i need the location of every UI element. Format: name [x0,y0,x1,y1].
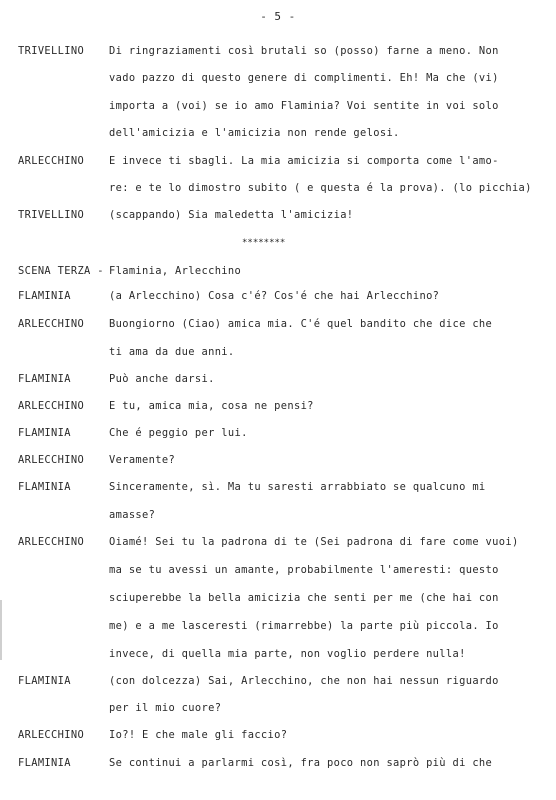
dialogue-line: Può anche darsi. [109,373,215,385]
speaker-name: FLAMINIA [18,757,71,769]
dialogue-line: importa a (voi) se io amo Flaminia? Voi sentite in voi solo [109,100,499,112]
dialogue-line: me) e a me lasceresti (rimarrebbe) la parte più piccola. Io [109,620,499,632]
dialogue-line: Io?! E che male gli faccio? [109,729,288,741]
dialogue-line: Veramente? [109,454,176,466]
speaker-name: ARLECCHINO [18,536,85,548]
dialogue-line: dell'amicizia e l'amicizia non rende gelosi. [109,127,400,139]
dialogue-line: vado pazzo di questo genere di complimenti. Eh! Ma che (vi) [109,72,499,84]
speaker-name: FLAMINIA [18,290,71,302]
page-number: - 5 - [260,10,296,23]
dialogue-line: sciuperebbe la bella amicizia che senti per me (che hai con [109,592,499,604]
dialogue-line: ti ama da due anni. [109,346,235,358]
dialogue-line: per il mio cuore? [109,702,222,714]
dialogue-line: Buongiorno (Ciao) amica mia. C'é quel bandito che dice che [109,318,493,330]
speaker-name: ARLECCHINO [18,729,85,741]
dialogue-line: Se continui a parlarmi così, fra poco non saprò più di che [109,757,493,769]
dialogue-line: Di ringraziamenti così brutali so (posso) farne a meno. Non [109,45,499,57]
dialogue-line: (con dolcezza) Sai, Arlecchino, che non hai nessun riguardo [109,675,499,687]
dialogue-line: Che é peggio per lui. [109,427,248,439]
speaker-name: ARLECCHINO [18,155,85,167]
speaker-name: FLAMINIA [18,675,71,687]
dialogue-line: re: e te lo dimostro subito ( e questa é la prova). (lo picchia) [109,182,532,194]
speaker-name: FLAMINIA [18,427,71,439]
dialogue-line: Flaminia, Arlecchino [109,265,242,277]
speaker-name: ARLECCHINO [18,318,85,330]
dialogue-line: Sinceramente, sì. Ma tu saresti arrabbiato se qualcuno mi [109,481,486,493]
speaker-name: FLAMINIA [18,481,71,493]
dialogue-line: Oiamé! Sei tu la padrona di te (Sei padrona di fare come vuoi) [109,536,519,548]
speaker-name: ARLECCHINO [18,400,85,412]
dialogue-line: (scappando) Sia maledetta l'amicizia! [109,209,354,221]
scan-edge-mark [0,600,2,660]
speaker-name: SCENA TERZA - [18,265,104,277]
dialogue-line: ma se tu avessi un amante, probabilmente l'ameresti: questo [109,564,499,576]
separator: ******** [242,238,286,248]
speaker-name: ARLECCHINO [18,454,85,466]
speaker-name: TRIVELLINO [18,209,85,221]
dialogue-line: amasse? [109,509,156,521]
dialogue-line: invece, di quella mia parte, non voglio perdere nulla! [109,648,466,660]
dialogue-line: E invece ti sbagli. La mia amicizia si comporta come l'amo- [109,155,499,167]
dialogue-line: E tu, amica mia, cosa ne pensi? [109,400,314,412]
speaker-name: FLAMINIA [18,373,71,385]
dialogue-line: (a Arlecchino) Cosa c'é? Cos'é che hai Arlecchino? [109,290,440,302]
speaker-name: TRIVELLINO [18,45,85,57]
